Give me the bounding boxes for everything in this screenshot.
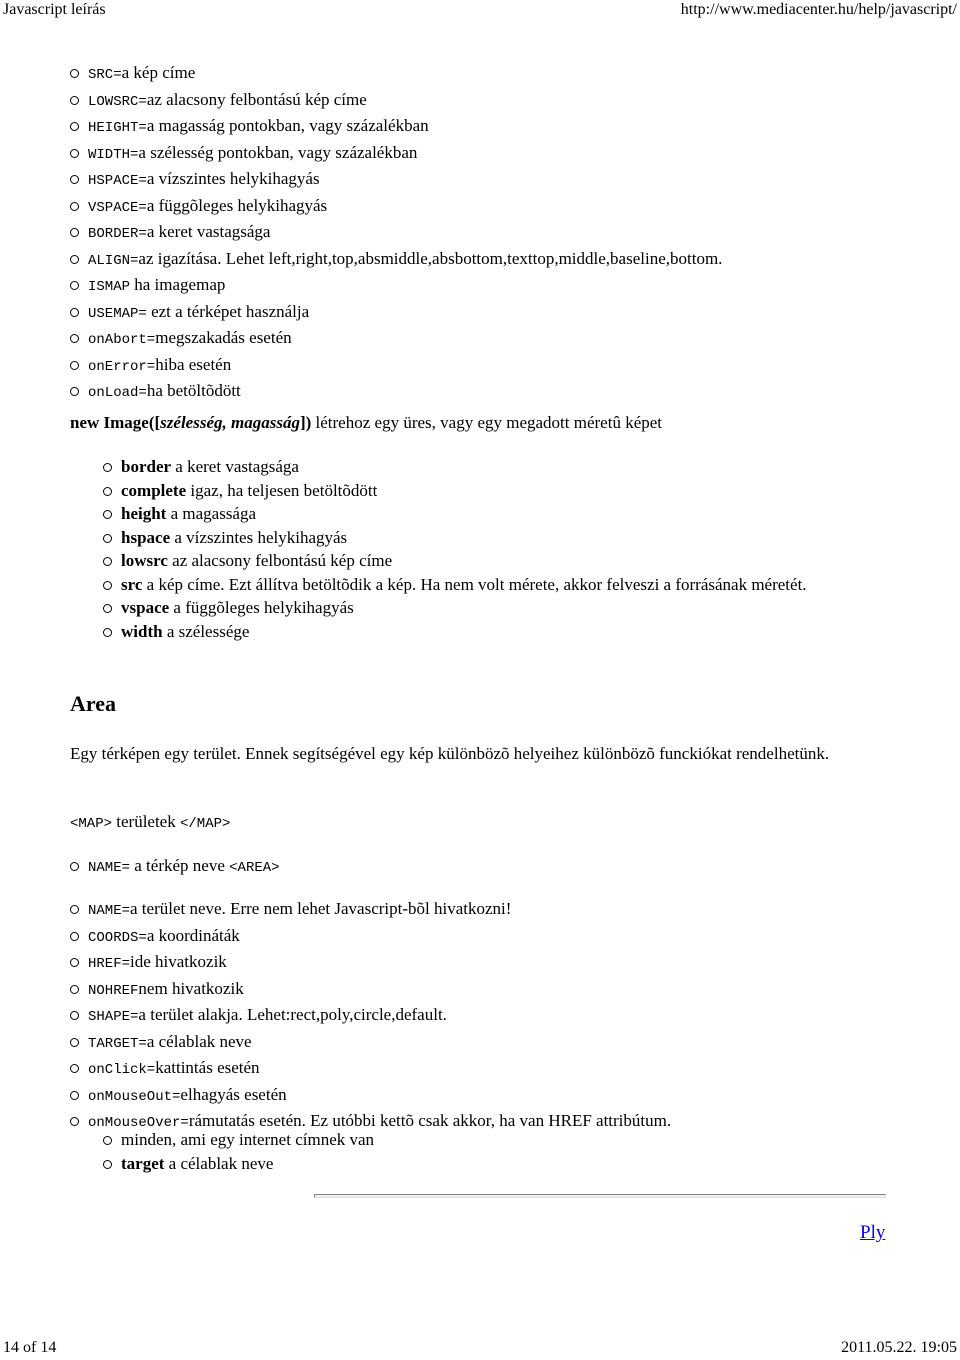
list-item — [88, 326, 948, 353]
attr-name: width — [121, 621, 163, 641]
attr-desc: ide hivatkozik — [130, 952, 227, 971]
attr-desc: az alacsony felbontású kép címe — [146, 89, 367, 109]
area-properties-list — [88, 897, 948, 1136]
attr-desc: ha betöltõdött — [146, 381, 241, 400]
attr-code: onMouseOver= — [88, 1115, 189, 1131]
list-item — [121, 526, 881, 550]
attr-desc: a vízszintes helykihagyás — [170, 527, 348, 547]
list-item — [88, 897, 948, 924]
list-item — [121, 455, 881, 479]
attr-desc: elhagyás esetén — [180, 1084, 287, 1104]
attr-code: LOWSRC= — [88, 93, 147, 110]
attr-code: NAME= — [88, 903, 131, 919]
attr-desc: a célablak neve — [146, 1031, 252, 1051]
attr-desc: ha imagemap — [130, 275, 226, 294]
list-item — [88, 167, 948, 194]
list-item — [88, 1056, 948, 1083]
image-properties-list — [88, 61, 948, 406]
list-item — [88, 88, 948, 115]
attr-code: ISMAP — [88, 279, 131, 295]
attr-code: BORDER= — [88, 226, 147, 242]
header-url: http://www.mediacenter.hu/help/javascript/ — [680, 1, 957, 18]
attr-desc: a célablak neve — [164, 1153, 274, 1173]
list-item — [121, 1152, 881, 1176]
list-item — [121, 620, 881, 644]
map-close-tag: </MAP> — [179, 816, 231, 832]
attr-desc: az alacsony felbontású kép címe — [167, 551, 393, 570]
signature-args: szélesség, magasság — [160, 413, 300, 432]
list-item — [88, 854, 948, 881]
map-properties-list — [88, 854, 948, 881]
attr-code: onClick= — [88, 1062, 156, 1078]
print-timestamp: 2011.05.22. 19:05 — [841, 1339, 957, 1356]
attr-code: HEIGHT= — [88, 120, 147, 136]
list-item — [88, 1003, 948, 1030]
attr-code: HSPACE= — [88, 173, 147, 189]
area-attributes-list — [121, 1128, 881, 1175]
attr-desc: a kép címe. Ezt állítva betöltõdik a kép. Ha nem volt mérete, akkor felveszi a forrásának méretét. — [142, 574, 807, 594]
list-item — [88, 977, 948, 1004]
header-title: Javascript leírás — [3, 1, 106, 18]
signature-desc: létrehoz egy üres, vagy egy megadott méretû képet — [311, 413, 663, 432]
attr-code: WIDTH= — [88, 146, 139, 163]
list-item — [88, 247, 948, 274]
list-item — [121, 479, 881, 503]
attr-desc: a függõleges helykihagyás — [146, 195, 328, 215]
list-item — [88, 300, 948, 327]
attr-code: NAME= — [88, 860, 131, 876]
new-image-signature — [70, 411, 900, 435]
list-item — [88, 141, 948, 168]
list-item — [121, 596, 881, 620]
list-item — [121, 1128, 881, 1152]
page-header — [0, 0, 960, 22]
list-item — [88, 1083, 948, 1110]
list-item — [121, 502, 881, 526]
attr-code: ALIGN= — [88, 252, 139, 269]
attr-desc: a keret vastagsága — [146, 222, 271, 241]
attr-desc: a kép címe — [121, 63, 196, 82]
list-item — [88, 924, 948, 951]
attr-code: onError= — [88, 358, 156, 375]
attr-name: border — [121, 457, 172, 476]
attr-desc: a térkép neve — [130, 856, 230, 875]
attr-code: SHAPE= — [88, 1009, 139, 1025]
attr-desc: a terület alakja. Lehet:rect,poly,circle,default. — [138, 1005, 447, 1024]
horizontal-rule — [314, 1194, 886, 1198]
attr-desc: a koordináták — [146, 925, 240, 945]
attr-desc: megszakadás esetén — [155, 328, 292, 347]
list-item — [88, 1030, 948, 1057]
attr-desc: a függõleges helykihagyás — [169, 598, 354, 617]
attr-desc: a magasság pontokban, vagy százalékban — [146, 116, 429, 135]
map-middle: területek — [112, 812, 180, 831]
attr-name: height — [121, 504, 167, 523]
attr-code: VSPACE= — [88, 199, 147, 216]
attr-name: target — [121, 1153, 165, 1173]
attr-desc: rámutatás esetén. Ez utóbbi kettõ csak akkor, ha van HREF attribútum. — [188, 1111, 672, 1130]
attr-desc: nem hivatkozik — [138, 978, 244, 998]
attr-code: COORDS= — [88, 929, 147, 946]
attr-code: onLoad= — [88, 385, 147, 401]
section-heading-area: Area — [70, 691, 117, 716]
list-item — [88, 61, 948, 88]
attr-desc: a szélesség pontokban, vagy százalékban — [138, 142, 418, 162]
area-intro: Egy térképen egy terület. Ennek segítségével egy kép különbözõ helyeihez különbözõ funckiókat rendelhetünk. — [70, 744, 830, 763]
attr-code: <AREA> — [229, 860, 280, 876]
attr-desc: a vízszintes helykihagyás — [146, 169, 320, 188]
page-number: 14 of 14 — [3, 1339, 57, 1356]
attr-desc: hiba esetén — [155, 354, 232, 374]
attr-desc: a magassága — [166, 504, 257, 523]
image-attributes-list — [121, 455, 881, 643]
attr-name: vspace — [121, 598, 170, 617]
list-item — [121, 549, 881, 573]
attr-desc: a terület neve. Erre nem lehet Javascript-bõl hivatkozni! — [130, 899, 512, 918]
attr-code: onMouseOut= — [88, 1088, 181, 1105]
list-item — [88, 353, 948, 380]
attr-name: complete — [121, 480, 187, 500]
map-open-tag: <MAP> — [70, 816, 113, 832]
attr-desc: igaz, ha teljesen betöltõdött — [186, 480, 378, 500]
list-item — [88, 220, 948, 247]
attr-desc: minden, ami egy internet címnek van — [121, 1130, 375, 1149]
nav-link-ply[interactable]: Ply — [860, 1222, 886, 1243]
signature-prefix: new Image([ — [70, 413, 161, 432]
list-item — [88, 114, 948, 141]
attr-code: TARGET= — [88, 1035, 147, 1052]
attr-code: USEMAP= — [88, 305, 147, 322]
attr-name: hspace — [121, 527, 171, 547]
list-item — [88, 194, 948, 221]
list-item — [121, 573, 881, 597]
list-item — [88, 379, 948, 406]
map-syntax — [70, 810, 900, 837]
attr-desc: a szélessége — [162, 621, 250, 641]
signature-suffix: ]) — [299, 413, 312, 432]
attr-code: onAbort= — [88, 332, 156, 348]
attr-desc: ezt a térképet használja — [146, 301, 310, 321]
attr-code: SRC= — [88, 67, 122, 83]
attr-name: src — [121, 574, 143, 594]
attr-name: lowsrc — [121, 551, 168, 570]
attr-desc: az igazítása. Lehet left,right,top,absmiddle,absbottom,texttop,middle,baseline,bottom. — [138, 248, 723, 268]
attr-code: HREF= — [88, 956, 131, 972]
attr-code: NOHREF — [88, 982, 139, 999]
attr-desc: kattintás esetén — [155, 1058, 260, 1077]
list-item — [88, 273, 948, 300]
list-item — [88, 950, 948, 977]
attr-desc: a keret vastagsága — [171, 457, 299, 476]
page-footer — [0, 1338, 960, 1360]
